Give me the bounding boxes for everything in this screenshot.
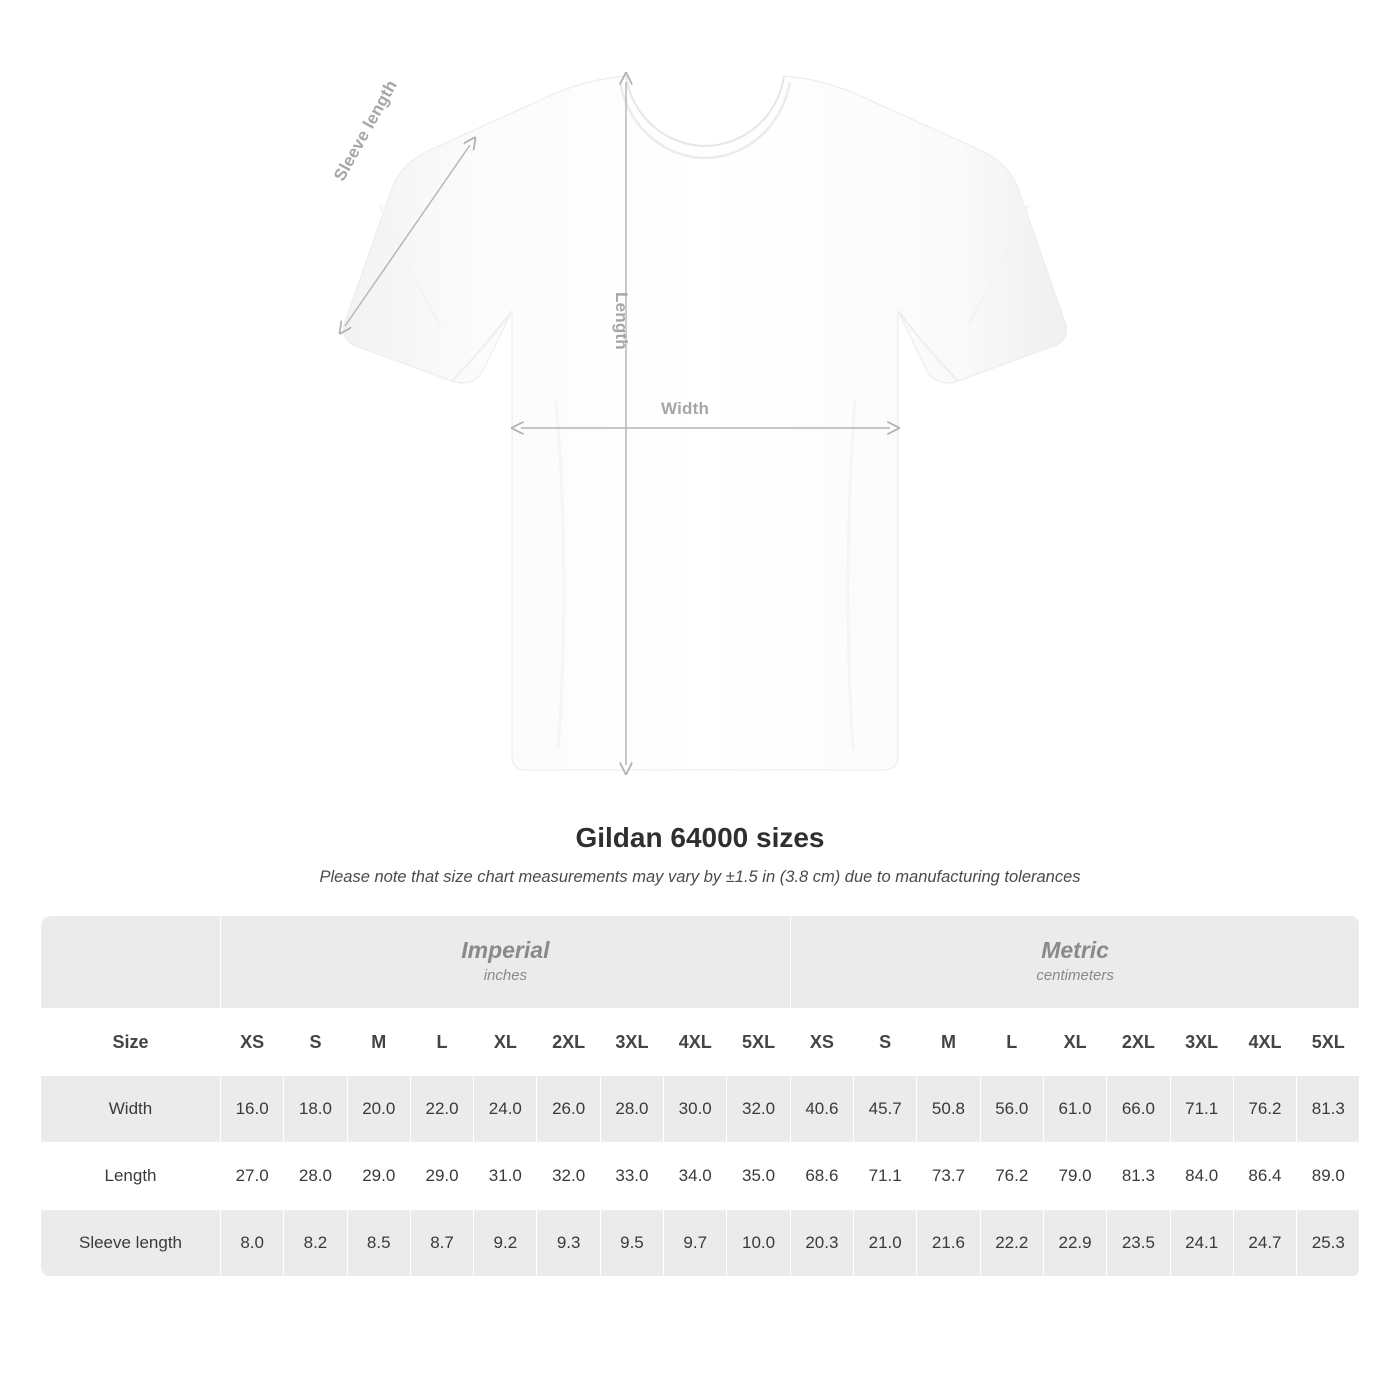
- cell-length-met-6: 84.0: [1170, 1143, 1233, 1210]
- size-col-met-2: M: [917, 1009, 980, 1076]
- cell-sleeve-imp-7: 9.7: [664, 1210, 727, 1277]
- unit-header-metric: [790, 916, 1360, 1009]
- cell-width-met-8: 81.3: [1297, 1076, 1360, 1143]
- cell-length-imp-4: 31.0: [474, 1143, 537, 1210]
- length-label: Length: [612, 292, 631, 350]
- cell-width-met-2: 50.8: [917, 1076, 980, 1143]
- cell-length-imp-1: 28.0: [284, 1143, 347, 1210]
- sleeve-length-label: Sleeve length: [330, 76, 402, 185]
- size-col-met-4: XL: [1043, 1009, 1106, 1076]
- cell-width-met-5: 66.0: [1107, 1076, 1170, 1143]
- cell-length-imp-3: 29.0: [410, 1143, 473, 1210]
- size-col-met-8: 5XL: [1297, 1009, 1360, 1076]
- cell-sleeve-imp-5: 9.3: [537, 1210, 600, 1277]
- cell-sleeve-imp-2: 8.5: [347, 1210, 410, 1277]
- row-label-length: Length: [41, 1143, 221, 1210]
- cell-sleeve-imp-8: 10.0: [727, 1210, 790, 1277]
- cell-length-imp-5: 32.0: [537, 1143, 600, 1210]
- size-col-imp-0: XS: [221, 1009, 284, 1076]
- cell-sleeve-met-5: 23.5: [1107, 1210, 1170, 1277]
- page-title: Gildan 64000 sizes: [575, 822, 825, 853]
- table-row: [41, 1076, 1360, 1143]
- cell-width-imp-4: 24.0: [474, 1076, 537, 1143]
- cell-width-met-7: 76.2: [1233, 1076, 1296, 1143]
- unit-name-metric: Metric: [1041, 936, 1109, 963]
- cell-sleeve-met-4: 22.9: [1043, 1210, 1106, 1277]
- cell-sleeve-imp-6: 9.5: [600, 1210, 663, 1277]
- size-col-met-7: 4XL: [1233, 1009, 1296, 1076]
- unit-header-imperial: [221, 916, 791, 1009]
- size-col-imp-8: 5XL: [727, 1009, 790, 1076]
- size-col-imp-7: 4XL: [664, 1009, 727, 1076]
- cell-length-met-3: 76.2: [980, 1143, 1043, 1210]
- cell-width-imp-3: 22.0: [410, 1076, 473, 1143]
- unit-name-imperial: Imperial: [461, 936, 550, 963]
- cell-length-imp-7: 34.0: [664, 1143, 727, 1210]
- unit-sub-metric: centimeters: [1036, 967, 1114, 985]
- cell-width-imp-8: 32.0: [727, 1076, 790, 1143]
- unit-header-row: [41, 916, 1360, 1009]
- cell-sleeve-met-7: 24.7: [1233, 1210, 1296, 1277]
- cell-sleeve-met-3: 22.2: [980, 1210, 1043, 1277]
- cell-width-met-4: 61.0: [1043, 1076, 1106, 1143]
- cell-sleeve-imp-4: 9.2: [474, 1210, 537, 1277]
- cell-length-imp-2: 29.0: [347, 1143, 410, 1210]
- cell-width-imp-7: 30.0: [664, 1076, 727, 1143]
- cell-sleeve-met-6: 24.1: [1170, 1210, 1233, 1277]
- cell-length-imp-6: 33.0: [600, 1143, 663, 1210]
- title-block: [0, 822, 1400, 887]
- cell-length-imp-0: 27.0: [221, 1143, 284, 1210]
- row-label-width: Width: [41, 1076, 221, 1143]
- size-label-cell: Size: [41, 1009, 221, 1076]
- size-col-met-1: S: [854, 1009, 917, 1076]
- size-col-imp-1: S: [284, 1009, 347, 1076]
- cell-sleeve-met-0: 20.3: [790, 1210, 853, 1277]
- tolerance-note: Please note that size chart measurements may vary by ±1.5 in (3.8 cm) due to manufacturing tolerances: [319, 868, 1081, 886]
- cell-width-imp-2: 20.0: [347, 1076, 410, 1143]
- size-col-met-6: 3XL: [1170, 1009, 1233, 1076]
- unit-header-corner: [41, 916, 221, 1009]
- size-col-imp-6: 3XL: [600, 1009, 663, 1076]
- table-row: [41, 1143, 1360, 1210]
- cell-width-imp-6: 28.0: [600, 1076, 663, 1143]
- cell-sleeve-met-8: 25.3: [1297, 1210, 1360, 1277]
- cell-width-imp-5: 26.0: [537, 1076, 600, 1143]
- size-col-imp-2: M: [347, 1009, 410, 1076]
- size-table-container: [40, 915, 1360, 1277]
- size-col-imp-4: XL: [474, 1009, 537, 1076]
- cell-length-met-2: 73.7: [917, 1143, 980, 1210]
- cell-sleeve-imp-3: 8.7: [410, 1210, 473, 1277]
- row-label-sleeve-length: Sleeve length: [41, 1210, 221, 1277]
- cell-sleeve-imp-0: 8.0: [221, 1210, 284, 1277]
- cell-length-met-7: 86.4: [1233, 1143, 1296, 1210]
- table-row: [41, 1210, 1360, 1277]
- width-label: Width: [661, 399, 710, 418]
- cell-length-imp-8: 35.0: [727, 1143, 790, 1210]
- size-col-met-5: 2XL: [1107, 1009, 1170, 1076]
- cell-sleeve-met-1: 21.0: [854, 1210, 917, 1277]
- cell-sleeve-met-2: 21.6: [917, 1210, 980, 1277]
- size-header-row: [41, 1009, 1360, 1076]
- cell-width-met-6: 71.1: [1170, 1076, 1233, 1143]
- size-col-met-0: XS: [790, 1009, 853, 1076]
- cell-width-met-1: 45.7: [854, 1076, 917, 1143]
- cell-length-met-0: 68.6: [790, 1143, 853, 1210]
- size-col-met-3: L: [980, 1009, 1043, 1076]
- cell-length-met-8: 89.0: [1297, 1143, 1360, 1210]
- cell-length-met-5: 81.3: [1107, 1143, 1170, 1210]
- size-col-imp-3: L: [410, 1009, 473, 1076]
- cell-width-imp-1: 18.0: [284, 1076, 347, 1143]
- cell-sleeve-imp-1: 8.2: [284, 1210, 347, 1277]
- cell-width-met-0: 40.6: [790, 1076, 853, 1143]
- cell-length-met-1: 71.1: [854, 1143, 917, 1210]
- cell-length-met-4: 79.0: [1043, 1143, 1106, 1210]
- unit-sub-imperial: inches: [483, 967, 528, 985]
- size-col-imp-5: 2XL: [537, 1009, 600, 1076]
- size-table: [40, 915, 1360, 1277]
- cell-width-met-3: 56.0: [980, 1076, 1043, 1143]
- cell-width-imp-0: 16.0: [221, 1076, 284, 1143]
